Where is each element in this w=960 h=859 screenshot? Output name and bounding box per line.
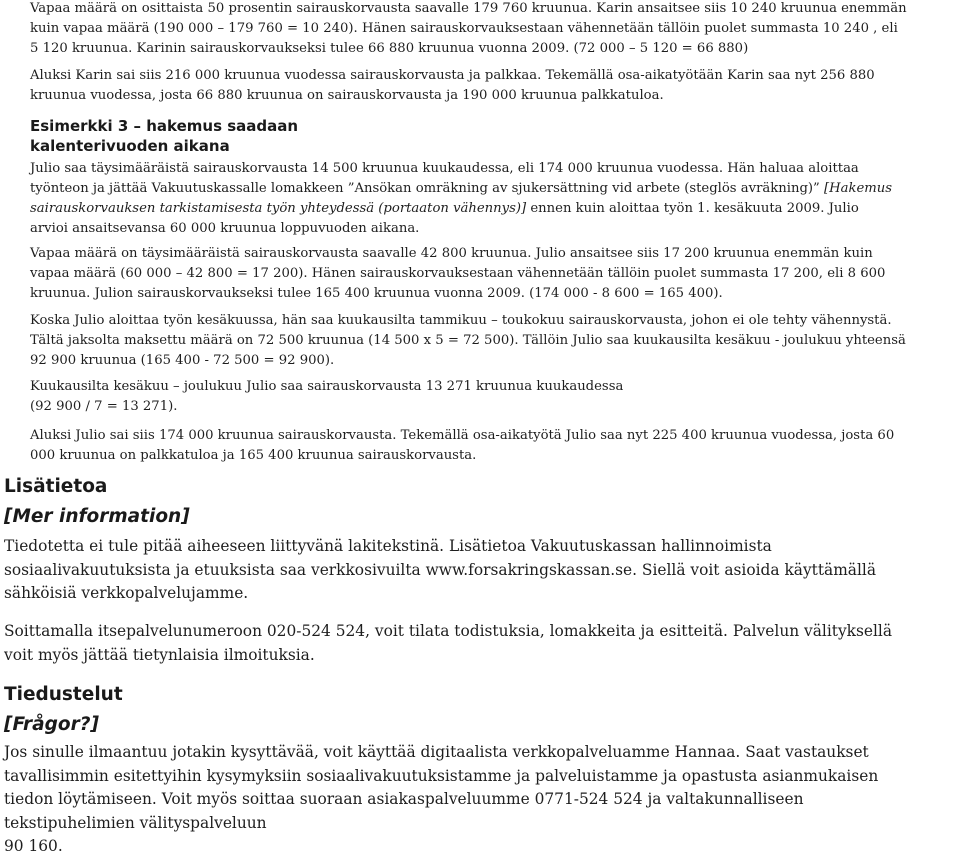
tiedustelut-paragraph-1: [4, 741, 956, 859]
text-line: ennen kuin aloittaa työn 1. kesäkuuta 2009. Julio: [526, 201, 859, 216]
example3-p1-block: [0, 159, 912, 239]
karin-paragraph-1: [30, 0, 907, 59]
example3-p5-block: [0, 426, 914, 466]
text-line: työnteon ja jättää Vakuutuskassalle lomakkeen ”Ansökan omräkning av sjukersättning vid arbete (steglös avräkning)”: [30, 181, 824, 196]
text-line: tavallisimmin esitettyihin kysymyksiin sosiaalivakuutuksistamme ja palveluistamme ja opastusta asianmukaisen: [4, 766, 879, 785]
lisatietoa-heading: Lisätietoa: [4, 476, 108, 497]
text-line: (92 900 / 7 = 13 271).: [30, 399, 178, 414]
text-line: kuin vapaa määrä (190 000 – 179 760 = 10 240). Hänen sairauskorvauksestaan vähennetään tällöin puolet summasta 10 240 , eli: [30, 21, 898, 36]
text-line: sähköisiä verkkopalvelujamme.: [4, 584, 249, 602]
text-line: sosiaalivakuutuksista ja etuuksista saa verkkosivuilta www.forsakringskassan.se. Siellä voit asioida käyttämällä: [4, 560, 876, 579]
example3-paragraph-2: [30, 244, 885, 304]
text-line: Jos sinulle ilmaantuu jotakin kysyttävää, voit käyttää digitaalista verkkopalveluamme Hannaa. Saat vastaukset: [4, 743, 869, 761]
tiedustelut-subheading: [Frågor?]: [4, 714, 99, 735]
text-line: tekstipuhelimien välityspalveluun: [4, 813, 267, 832]
example3-heading-block: [0, 116, 318, 156]
text-line: Aluksi Karin sai siis 216 000 kruunua vuodessa sairauskorvausta ja palkkaa. Tekemällä osa-aikatyötään Karin saa nyt 256 880: [30, 68, 875, 83]
example3-p3-block: [0, 311, 926, 371]
example3-paragraph-4: [30, 377, 623, 417]
example3-heading: [30, 116, 298, 156]
karin-section: [0, 0, 927, 59]
lisatietoa-paragraph-2: [4, 620, 956, 667]
tiedustelut-section: [0, 680, 960, 740]
text-line: Vapaa määrä on täysimääräistä sairauskorvausta saavalle 42 800 kruunua. Julio ansaitsee siis 17 200 kruunua enemmän kuin: [30, 246, 873, 261]
text-line: voit myös jättää tietynlaisia ilmoituksia.: [4, 645, 315, 664]
text-line: Tältä jaksolta maksettu määrä on 72 500 kruunua (14 500 x 5 = 72 500). Tällöin Julio saa kuukausilta kesäkuu - joulukuu yhteensä: [30, 333, 906, 348]
tiedustelut-heading: Tiedustelut: [4, 684, 123, 705]
example3-paragraph-3: [30, 311, 906, 371]
karin-section-2: [0, 66, 895, 106]
text-line: 92 900 kruunua (165 400 - 72 500 = 92 900).: [30, 353, 335, 368]
text-line: tiedon löytämiseen. Voit myös soittaa suoraan asiakaspalveluumme 0771-524 524 ja valtakunnalliseen: [4, 790, 804, 808]
form-name-italic: [Hakemus: [823, 181, 893, 196]
text-line: 90 160.: [4, 837, 63, 855]
example3-p2-block: [0, 244, 905, 304]
text-line: Julio saa täysimääräistä sairauskorvausta 14 500 kruunua kuukaudessa, eli 174 000 kruunua vuodessa. Hän haluaa aloittaa: [30, 161, 859, 176]
text-line: kruunua. Julion sairauskorvaukseksi tulee 165 400 kruunua vuonna 2009. (174 000 - 8 600 = 165 400).: [30, 286, 723, 301]
form-name-italic: sairauskorvauksen tarkistamisesta työn yhteydessä (portaaton vähennys)]: [30, 201, 527, 216]
text-line: Kuukausilta kesäkuu – joulukuu Julio saa sairauskorvausta 13 271 kruunua kuukaudessa: [30, 379, 624, 394]
heading-line: kalenterivuoden aikana: [30, 137, 230, 155]
heading-line: Esimerkki 3 – hakemus saadaan: [30, 117, 299, 135]
text-line: vapaa määrä (60 000 – 42 800 = 17 200). Hänen sairauskorvauksestaan vähennetään tällöin puolet summasta 17 200, eli 8 600: [30, 266, 886, 281]
example3-paragraph-1: [30, 159, 892, 239]
text-line: Tiedotetta ei tule pitää aiheeseen liittyvänä lakitekstinä. Lisätietoa Vakuutuskassan hallinnoimista: [4, 537, 772, 555]
karin-paragraph-2: [30, 66, 875, 106]
text-line: kruunua vuodessa, josta 66 880 kruunua on sairauskorvausta ja 190 000 kruunua palkkatuloa.: [30, 88, 664, 103]
lisatietoa-subheading: [Mer information]: [4, 506, 190, 527]
text-line: 000 kruunua on palkkatuloa ja 165 400 kruunua sairauskorvausta.: [30, 448, 477, 463]
text-line: Koska Julio aloittaa työn kesäkuussa, hän saa kuukausilta tammikuu – toukokuu sairauskorvausta, johon ei ole tehty vähennystä.: [30, 313, 892, 328]
text-line: arvioi ansaitsevansa 60 000 kruunua loppuvuoden aikana.: [30, 221, 420, 236]
example3-p4-block: [0, 377, 643, 417]
text-line: Soittamalla itsepalvelunumeroon 020-524 524, voit tilata todistuksia, lomakkeita ja esitteitä. Palvelun välityksellä: [4, 622, 892, 640]
text-line: Aluksi Julio sai siis 174 000 kruunua sairauskorvausta. Tekemällä osa-aikatyötä Julio saa nyt 225 400 kruunua vuodessa, josta 60: [30, 428, 895, 443]
lisatietoa-p1-block: [0, 535, 960, 606]
lisatietoa-section: [0, 472, 960, 532]
text-line: Vapaa määrä on osittaista 50 prosentin sairauskorvausta saavalle 179 760 kruunua. Karin ansaitsee siis 10 240 kruunua enemmän: [30, 1, 907, 16]
example3-paragraph-5: [30, 426, 894, 466]
text-line: 5 120 kruunua. Karinin sairauskorvaukseksi tulee 66 880 kruunua vuonna 2009. (72 000 – 5 120 = 66 880): [30, 41, 749, 56]
lisatietoa-paragraph-1: [4, 535, 956, 606]
lisatietoa-p2-block: [0, 620, 960, 667]
tiedustelut-p1-block: [0, 741, 960, 859]
